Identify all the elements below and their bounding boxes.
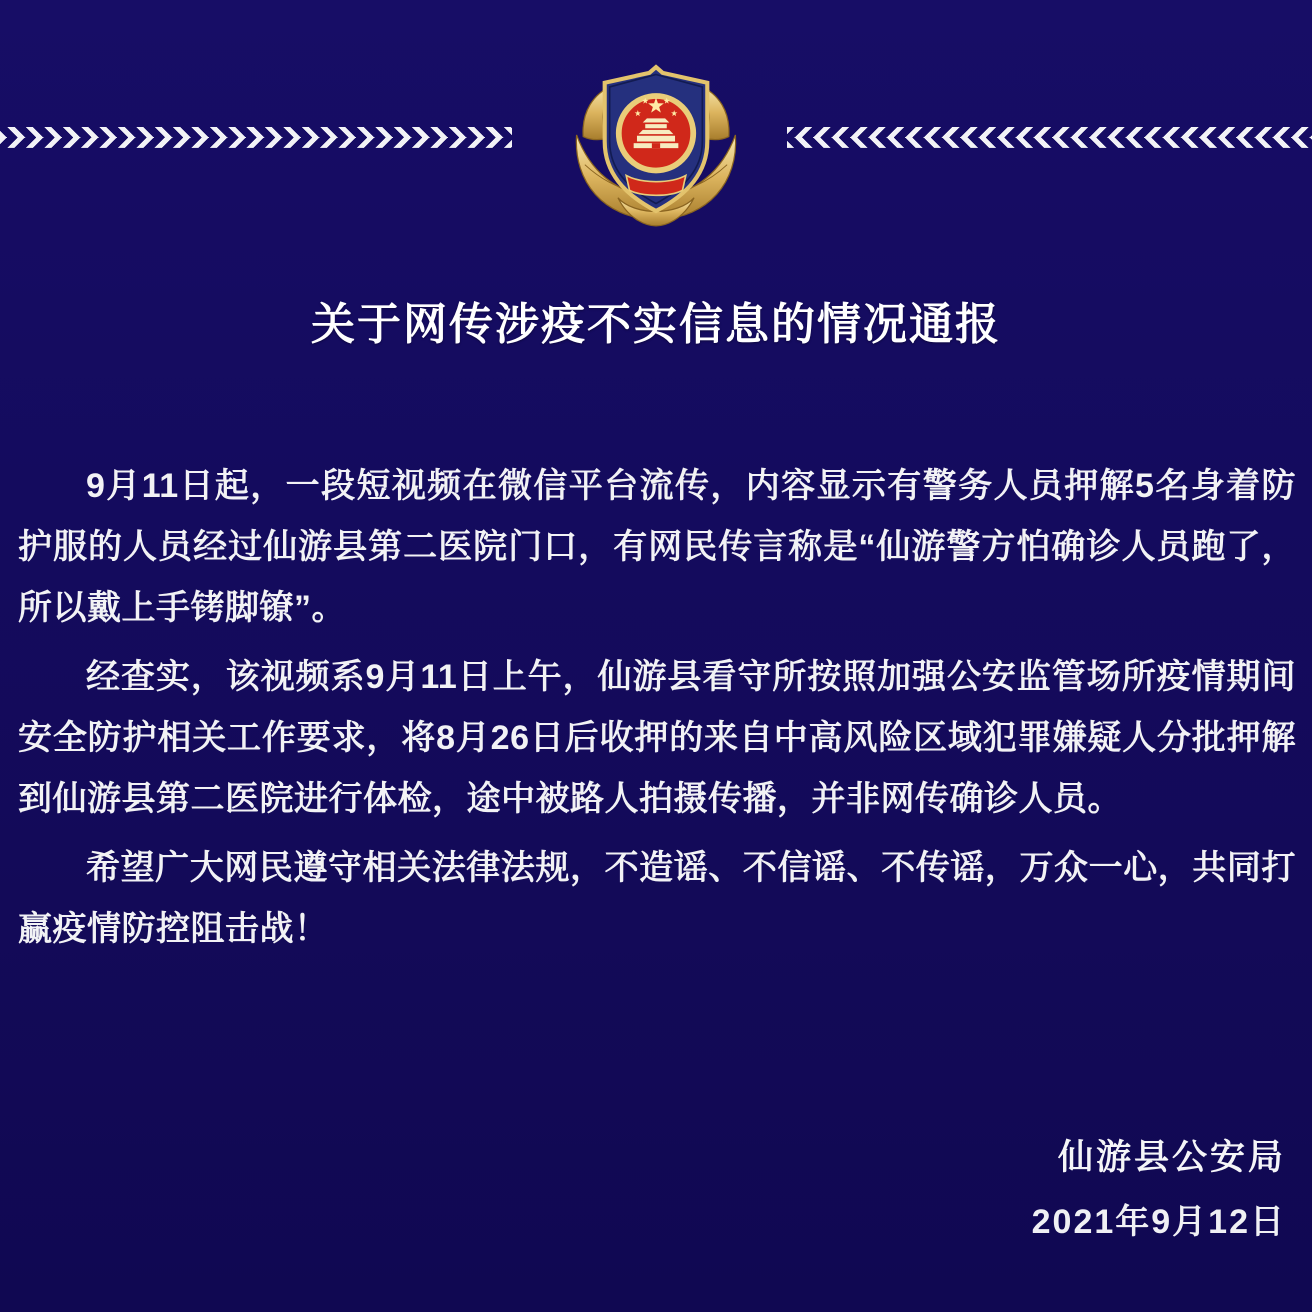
notice-body: [18, 456, 1296, 968]
notice-paragraph-3: 希望广大网民遵守相关法律法规，不造谣、不信谣、不传谣，万众一心，共同打赢疫情防控阻击战！: [18, 849, 1296, 948]
issue-date: 2021年9月12日: [1031, 1203, 1286, 1241]
chevron-band-right: [787, 127, 1312, 148]
police-badge-icon: [565, 57, 747, 231]
notice-paragraph-1: 9月11日起，一段短视频在微信平台流传，内容显示有警务人员押解5名身着防护服的人员经过仙游县第二医院门口，有网民传言称是“仙游警方怕确诊人员跑了，所以戴上手铐脚镣”。: [18, 467, 1296, 627]
notice-title: 关于网传涉疫不实信息的情况通报: [311, 300, 1001, 349]
signature-block: [1032, 1126, 1286, 1254]
chevron-band-left: [0, 127, 512, 148]
notice-paragraph-2: 经查实，该视频系9月11日上午，仙游县看守所按照加强公安监管场所疫情期间安全防护相关工作要求，将8月26日后收押的来自中高风险区域犯罪嫌疑人分批押解到仙游县第二医院进行体检，途中被路人拍摄传播，并非网传确诊人员。: [18, 658, 1296, 818]
issuing-agency: 仙游县公安局: [1057, 1138, 1286, 1177]
